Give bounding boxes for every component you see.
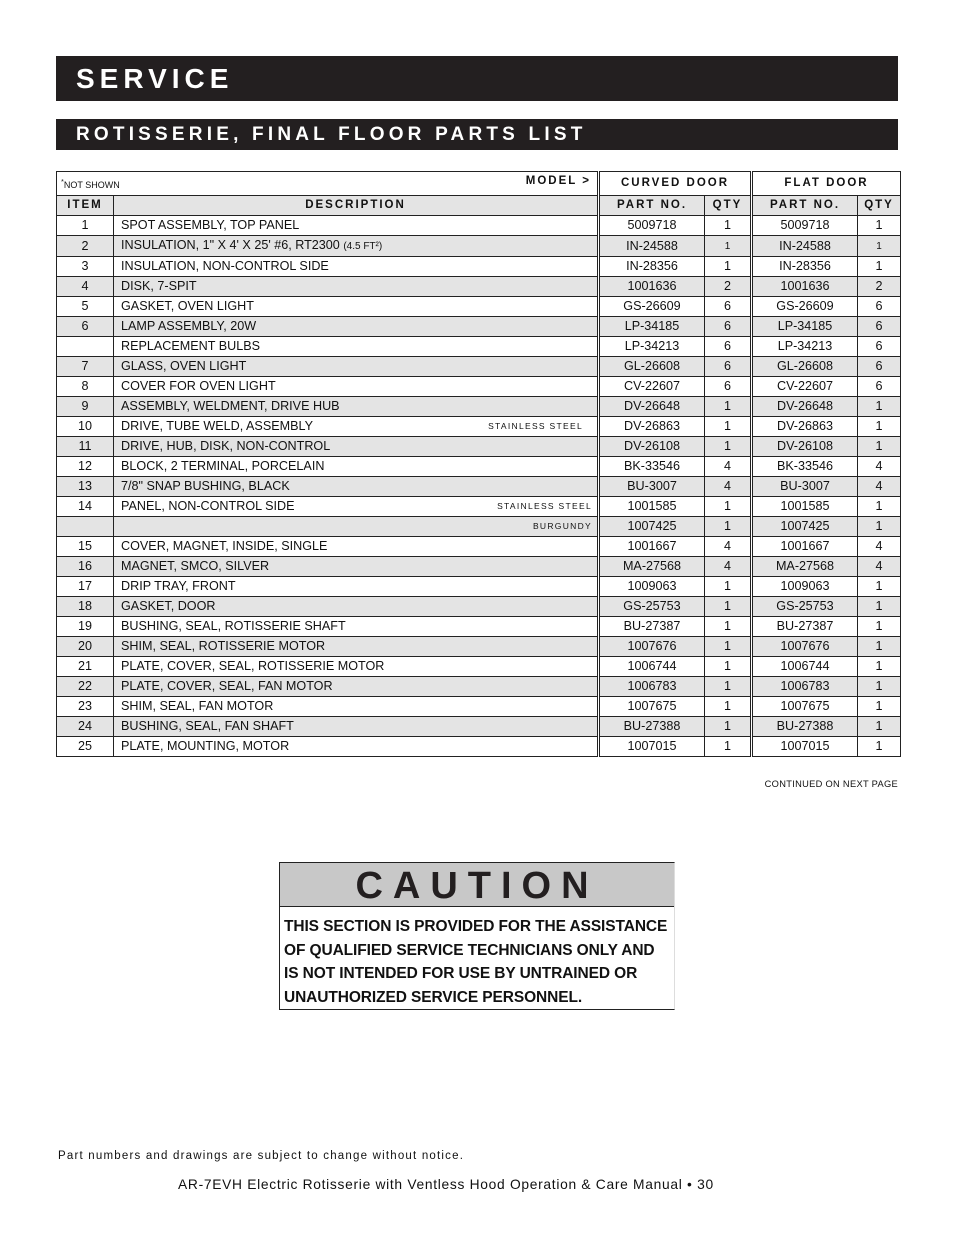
- qty-flat: 1: [858, 216, 901, 236]
- description-text: GLASS, OVEN LIGHT: [121, 359, 247, 373]
- item-number: 13: [57, 477, 114, 497]
- table-row: [57, 337, 901, 357]
- table-row: [57, 216, 901, 236]
- part-number-flat: 1007676: [753, 637, 858, 657]
- part-number-curved: 1001636: [600, 277, 705, 297]
- part-number-curved: IN-24588: [600, 236, 705, 257]
- caution-line: OF QUALIFIED SERVICE TECHNICIANS ONLY AND: [284, 941, 655, 959]
- qty-flat: 6: [858, 337, 901, 357]
- part-description: [114, 216, 598, 236]
- col-header-item: ITEM: [57, 196, 114, 216]
- table-row: [57, 497, 901, 517]
- description-text: PANEL, NON-CONTROL SIDE: [121, 499, 295, 513]
- part-number-flat: IN-24588: [753, 236, 858, 257]
- item-number: 9: [57, 397, 114, 417]
- part-description: [114, 617, 598, 637]
- qty-curved: 4: [705, 477, 751, 497]
- qty-flat: 1: [858, 617, 901, 637]
- part-number-flat: 1007675: [753, 697, 858, 717]
- part-description: [114, 257, 598, 277]
- part-number-curved: GL-26608: [600, 357, 705, 377]
- part-description: [114, 517, 598, 537]
- table-row: [57, 617, 901, 637]
- continued-note: CONTINUED ON NEXT PAGE: [764, 779, 898, 789]
- description-text: DRIVE, HUB, DISK, NON-CONTROL: [121, 439, 331, 453]
- description-text: BUSHING, SEAL, ROTISSERIE SHAFT: [121, 619, 346, 633]
- qty-curved: 6: [705, 337, 751, 357]
- part-number-curved: 1007676: [600, 637, 705, 657]
- model-label-cell: [57, 172, 598, 196]
- qty-flat: 4: [858, 537, 901, 557]
- qty-flat: 6: [858, 317, 901, 337]
- qty-curved: 1: [705, 397, 751, 417]
- part-number-curved: BU-3007: [600, 477, 705, 497]
- qty-curved: 2: [705, 277, 751, 297]
- col-header-qty-b: QTY: [858, 196, 901, 216]
- item-number: 20: [57, 637, 114, 657]
- qty-flat: 6: [858, 357, 901, 377]
- col-header-qty-a: QTY: [705, 196, 751, 216]
- description-text: BLOCK, 2 TERMINAL, PORCELAIN: [121, 459, 325, 473]
- qty-flat: 1: [858, 397, 901, 417]
- part-description: [114, 537, 598, 557]
- col-header-part-no-b: PART NO.: [753, 196, 858, 216]
- qty-flat: 1: [858, 717, 901, 737]
- item-number: 18: [57, 597, 114, 617]
- part-description: [114, 457, 598, 477]
- part-number-flat: CV-22607: [753, 377, 858, 397]
- model-curved-door: CURVED DOOR: [600, 172, 751, 196]
- item-number: 14: [57, 497, 114, 517]
- description-text: GASKET, DOOR: [121, 599, 216, 613]
- model-label: MODEL >: [525, 175, 591, 187]
- description-text: GASKET, OVEN LIGHT: [121, 299, 254, 313]
- item-number: 21: [57, 657, 114, 677]
- qty-curved: 1: [705, 257, 751, 277]
- part-number-curved: 1007675: [600, 697, 705, 717]
- qty-curved: 1: [705, 577, 751, 597]
- variant-label: STAINLESS STEEL: [497, 501, 592, 511]
- table-row: [57, 657, 901, 677]
- item-number: 8: [57, 377, 114, 397]
- part-description: [114, 557, 598, 577]
- part-number-curved: LP-34213: [600, 337, 705, 357]
- item-number: 22: [57, 677, 114, 697]
- part-description: [114, 437, 598, 457]
- table-row: [57, 457, 901, 477]
- part-number-curved: 5009718: [600, 216, 705, 236]
- caution-line: THIS SECTION IS PROVIDED FOR THE ASSISTANCE: [284, 918, 668, 935]
- part-number-curved: IN-28356: [600, 257, 705, 277]
- part-number-curved: DV-26648: [600, 397, 705, 417]
- description-text: REPLACEMENT BULBS: [121, 339, 261, 353]
- part-description: [114, 677, 598, 697]
- qty-curved: 1: [705, 597, 751, 617]
- caution-title: CAUTION: [280, 863, 674, 907]
- description-text: BUSHING, SEAL, FAN SHAFT: [121, 719, 294, 733]
- qty-flat: 1: [858, 697, 901, 717]
- table-row: [57, 637, 901, 657]
- qty-flat: 1: [858, 497, 901, 517]
- item-number: 24: [57, 717, 114, 737]
- part-number-flat: 5009718: [753, 216, 858, 236]
- part-description: [114, 737, 598, 757]
- qty-flat: 6: [858, 377, 901, 397]
- description-text: MAGNET, SMCO, SILVER: [121, 559, 270, 573]
- part-number-curved: MA-27568: [600, 557, 705, 577]
- item-number: 12: [57, 457, 114, 477]
- part-number-curved: LP-34185: [600, 317, 705, 337]
- table-row: [57, 697, 901, 717]
- part-number-curved: BU-27387: [600, 617, 705, 637]
- part-description: [114, 657, 598, 677]
- description-text: COVER FOR OVEN LIGHT: [121, 379, 276, 393]
- variant-label: BURGUNDY: [532, 521, 592, 531]
- part-description: [114, 377, 598, 397]
- table-row: [57, 477, 901, 497]
- part-number-flat: 1007425: [753, 517, 858, 537]
- caution-line: IS NOT INTENDED FOR USE BY UNTRAINED OR: [284, 965, 638, 982]
- part-number-curved: 1001585: [600, 497, 705, 517]
- item-number: [57, 517, 114, 537]
- table-row: [57, 437, 901, 457]
- caution-line: UNAUTHORIZED SERVICE PERSONNEL.: [284, 988, 583, 1006]
- part-description: [114, 397, 598, 417]
- part-number-flat: GL-26608: [753, 357, 858, 377]
- item-number: [57, 337, 114, 357]
- description-text: 7/8" SNAP BUSHING, BLACK: [121, 479, 290, 493]
- part-number-flat: BU-27387: [753, 617, 858, 637]
- qty-flat: 1: [858, 657, 901, 677]
- description-note: (4.5 FT²): [343, 241, 383, 252]
- model-flat-door: FLAT DOOR: [753, 172, 901, 196]
- table-row: [57, 357, 901, 377]
- part-number-curved: DV-26108: [600, 437, 705, 457]
- part-number-flat: DV-26863: [753, 417, 858, 437]
- item-number: 6: [57, 317, 114, 337]
- part-description: [114, 717, 598, 737]
- description-text: PLATE, COVER, SEAL, FAN MOTOR: [121, 679, 333, 693]
- part-description: [114, 297, 598, 317]
- table-row: [57, 537, 901, 557]
- part-number-curved: 1006744: [600, 657, 705, 677]
- part-number-curved: CV-22607: [600, 377, 705, 397]
- section-title: SERVICE: [56, 56, 898, 101]
- part-number-curved: 1009063: [600, 577, 705, 597]
- qty-curved: 1: [705, 437, 751, 457]
- table-row: [57, 557, 901, 577]
- page-footer: AR-7EVH Electric Rotisserie with Ventless Hood Operation & Care Manual • 30: [178, 1177, 714, 1192]
- qty-curved: 6: [705, 297, 751, 317]
- table-row: [57, 517, 901, 537]
- part-number-flat: DV-26648: [753, 397, 858, 417]
- description-text: PLATE, MOUNTING, MOTOR: [121, 739, 290, 753]
- part-description: [114, 417, 598, 437]
- qty-flat: 1: [858, 417, 901, 437]
- col-header-description: DESCRIPTION: [114, 196, 598, 216]
- qty-curved: 6: [705, 357, 751, 377]
- part-number-flat: 1006783: [753, 677, 858, 697]
- item-number: 2: [57, 236, 114, 257]
- footnote: Part numbers and drawings are subject to change without notice.: [58, 1150, 465, 1162]
- description-text: INSULATION, 1" X 4' X 25' #6, RT2300: [121, 238, 340, 252]
- part-description: [114, 497, 598, 517]
- qty-curved: 4: [705, 537, 751, 557]
- qty-curved: 1: [705, 497, 751, 517]
- part-number-flat: GS-25753: [753, 597, 858, 617]
- table-row: [57, 277, 901, 297]
- part-description: [114, 337, 598, 357]
- qty-curved: 1: [705, 637, 751, 657]
- table-row: [57, 397, 901, 417]
- part-number-flat: 1001585: [753, 497, 858, 517]
- qty-curved: 1: [705, 417, 751, 437]
- item-number: 25: [57, 737, 114, 757]
- model-header-row: [57, 172, 901, 196]
- caution-text: [280, 907, 674, 1009]
- column-header-row: [57, 196, 901, 216]
- item-number: 19: [57, 617, 114, 637]
- item-number: 3: [57, 257, 114, 277]
- item-number: 23: [57, 697, 114, 717]
- not-shown-label: NOT SHOWN: [63, 180, 120, 190]
- item-number: 17: [57, 577, 114, 597]
- qty-curved: 4: [705, 557, 751, 577]
- qty-curved: 1: [705, 737, 751, 757]
- col-header-part-no-a: PART NO.: [600, 196, 705, 216]
- part-description: [114, 637, 598, 657]
- qty-curved: 1: [705, 216, 751, 236]
- qty-curved: 1: [705, 657, 751, 677]
- qty-curved: 1: [705, 617, 751, 637]
- description-text: ASSEMBLY, WELDMENT, DRIVE HUB: [121, 399, 340, 413]
- item-number: 1: [57, 216, 114, 236]
- part-number-flat: 1007015: [753, 737, 858, 757]
- description-text: INSULATION, NON-CONTROL SIDE: [121, 259, 329, 273]
- qty-curved: 4: [705, 457, 751, 477]
- parts-table: [56, 171, 901, 757]
- subsection-title: ROTISSERIE, FINAL FLOOR PARTS LIST: [56, 119, 898, 150]
- part-description: [114, 317, 598, 337]
- qty-flat: 1: [858, 577, 901, 597]
- part-number-curved: BK-33546: [600, 457, 705, 477]
- description-text: SHIM, SEAL, ROTISSERIE MOTOR: [121, 639, 326, 653]
- qty-flat: 4: [858, 477, 901, 497]
- qty-curved: 1: [705, 717, 751, 737]
- item-number: 11: [57, 437, 114, 457]
- part-number-curved: 1007425: [600, 517, 705, 537]
- item-number: 16: [57, 557, 114, 577]
- table-row: [57, 417, 901, 437]
- part-number-flat: LP-34185: [753, 317, 858, 337]
- part-number-flat: BK-33546: [753, 457, 858, 477]
- part-number-flat: LP-34213: [753, 337, 858, 357]
- part-number-flat: BU-3007: [753, 477, 858, 497]
- qty-curved: 1: [705, 697, 751, 717]
- table-row: [57, 737, 901, 757]
- qty-flat: 1: [858, 437, 901, 457]
- description-text: SHIM, SEAL, FAN MOTOR: [121, 699, 274, 713]
- part-number-flat: MA-27568: [753, 557, 858, 577]
- table-row: [57, 236, 901, 257]
- description-text: LAMP ASSEMBLY, 20W: [121, 319, 257, 333]
- qty-flat: 1: [858, 236, 901, 257]
- description-text: DRIVE, TUBE WELD, ASSEMBLY: [121, 419, 313, 433]
- part-number-flat: IN-28356: [753, 257, 858, 277]
- qty-curved: 1: [705, 677, 751, 697]
- qty-flat: 1: [858, 737, 901, 757]
- item-number: 7: [57, 357, 114, 377]
- table-row: [57, 297, 901, 317]
- table-row: [57, 577, 901, 597]
- table-row: [57, 717, 901, 737]
- qty-flat: 1: [858, 257, 901, 277]
- qty-curved: 6: [705, 377, 751, 397]
- table-row: [57, 597, 901, 617]
- description-text: PLATE, COVER, SEAL, ROTISSERIE MOTOR: [121, 659, 385, 673]
- part-description: [114, 477, 598, 497]
- qty-curved: 6: [705, 317, 751, 337]
- description-text: DRIP TRAY, FRONT: [121, 579, 236, 593]
- part-number-curved: GS-26609: [600, 297, 705, 317]
- part-number-curved: 1001667: [600, 537, 705, 557]
- part-number-curved: DV-26863: [600, 417, 705, 437]
- parts-table-body: [57, 172, 901, 757]
- description-text: SPOT ASSEMBLY, TOP PANEL: [121, 218, 300, 232]
- part-number-flat: 1001636: [753, 277, 858, 297]
- table-row: [57, 677, 901, 697]
- part-description: [114, 277, 598, 297]
- item-number: 10: [57, 417, 114, 437]
- part-description: [114, 577, 598, 597]
- qty-flat: 2: [858, 277, 901, 297]
- part-number-flat: DV-26108: [753, 437, 858, 457]
- part-number-flat: 1006744: [753, 657, 858, 677]
- variant-label: STAINLESS STEEL: [488, 421, 583, 431]
- part-number-curved: 1007015: [600, 737, 705, 757]
- qty-curved: 1: [705, 236, 751, 257]
- part-number-flat: 1009063: [753, 577, 858, 597]
- qty-flat: 1: [858, 677, 901, 697]
- qty-flat: 4: [858, 557, 901, 577]
- qty-flat: 1: [858, 637, 901, 657]
- qty-flat: 1: [858, 597, 901, 617]
- description-text: COVER, MAGNET, INSIDE, SINGLE: [121, 539, 328, 553]
- caution-box: [279, 862, 675, 1010]
- part-description: [114, 597, 598, 617]
- table-row: [57, 317, 901, 337]
- table-row: [57, 377, 901, 397]
- item-number: 5: [57, 297, 114, 317]
- part-number-curved: 1006783: [600, 677, 705, 697]
- part-description: [114, 357, 598, 377]
- part-description: [114, 697, 598, 717]
- item-number: 15: [57, 537, 114, 557]
- part-number-curved: BU-27388: [600, 717, 705, 737]
- qty-flat: 6: [858, 297, 901, 317]
- table-row: [57, 257, 901, 277]
- part-number-flat: 1001667: [753, 537, 858, 557]
- qty-flat: 1: [858, 517, 901, 537]
- part-number-flat: GS-26609: [753, 297, 858, 317]
- item-number: 4: [57, 277, 114, 297]
- qty-flat: 4: [858, 457, 901, 477]
- description-text: DISK, 7-SPIT: [121, 279, 197, 293]
- part-number-flat: BU-27388: [753, 717, 858, 737]
- qty-curved: 1: [705, 517, 751, 537]
- part-description: [114, 236, 598, 257]
- part-number-curved: GS-25753: [600, 597, 705, 617]
- not-shown-mark: *: [61, 177, 64, 186]
- not-shown-note: [57, 177, 120, 190]
